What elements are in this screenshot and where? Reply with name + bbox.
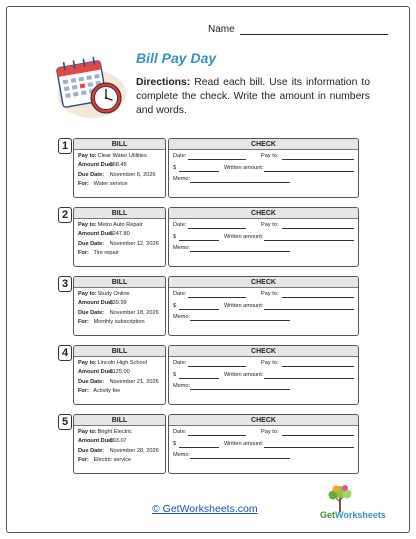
check-pay-to-field[interactable] <box>282 159 354 160</box>
bill-pay-to: Bright Electric <box>97 429 133 435</box>
bill-block-2 <box>58 207 359 267</box>
bill-card <box>73 414 166 474</box>
bill-header: BILL <box>74 277 165 288</box>
memo-label: Memo: <box>173 314 191 321</box>
amount-due-label: Amount Due: <box>78 300 114 307</box>
check-pay-to-label: Pay to: <box>261 291 279 297</box>
written-amount-field[interactable] <box>264 447 354 448</box>
bill-for: Water service <box>93 180 128 187</box>
for-label: For: <box>78 456 89 463</box>
check-pay-to-label: Pay to: <box>261 153 279 159</box>
dollar-label: $ <box>173 164 177 171</box>
bill-pay-to: Study Online <box>97 291 130 297</box>
bill-card <box>73 276 166 336</box>
bill-due-date: November 28, 2026 <box>109 447 159 454</box>
memo-field[interactable] <box>190 458 290 459</box>
bill-pay-to: Lincoln High School <box>97 360 148 366</box>
bill-amount-due: $247.80 <box>109 231 130 238</box>
bill-pay-to: Clear Water Utilities <box>97 153 147 159</box>
memo-field[interactable] <box>190 389 290 390</box>
bill-for: Tire repair <box>93 249 119 256</box>
bill-block-5 <box>58 414 359 474</box>
bill-amount-due: $125.00 <box>109 369 130 376</box>
check-card <box>168 345 359 405</box>
bill-for: Electric service <box>93 456 132 463</box>
check-header: CHECK <box>169 346 358 357</box>
bill-due-date: November 21, 2026 <box>109 378 159 385</box>
bill-number: 3 <box>58 276 72 292</box>
bill-block-4 <box>58 345 359 405</box>
bill-card <box>73 138 166 198</box>
dollar-label: $ <box>173 302 177 309</box>
bill-card <box>73 207 166 267</box>
memo-label: Memo: <box>173 245 191 252</box>
for-label: For: <box>78 318 89 325</box>
memo-field[interactable] <box>190 251 290 252</box>
date-field[interactable] <box>188 159 246 160</box>
written-amount-label: Written amount: <box>224 302 264 309</box>
for-label: For: <box>78 387 89 394</box>
dollar-label: $ <box>173 371 177 378</box>
written-amount-label: Written amount: <box>224 164 264 171</box>
directions-label: Directions: <box>136 77 191 88</box>
amount-due-label: Amount Due: <box>78 438 114 445</box>
bill-header: BILL <box>74 415 165 426</box>
check-card <box>168 138 359 198</box>
tree-icon <box>306 484 404 512</box>
calendar-clock-icon <box>52 54 128 120</box>
written-amount-label: Written amount: <box>224 233 264 240</box>
bill-due-date: November 12, 2026 <box>109 240 159 247</box>
amount-due-label: Amount Due: <box>78 162 114 169</box>
date-label: Date: <box>173 291 187 297</box>
directions <box>136 76 370 117</box>
bill-block-1 <box>58 138 359 198</box>
bill-header: BILL <box>74 208 165 219</box>
check-header: CHECK <box>169 277 358 288</box>
bill-for: Activity fee <box>93 387 121 394</box>
dollar-label: $ <box>173 233 177 240</box>
memo-label: Memo: <box>173 176 191 183</box>
for-label: For: <box>78 249 89 256</box>
bill-due-date: November 18, 2026 <box>109 309 159 316</box>
name-label: Name <box>208 24 235 35</box>
written-amount-field[interactable] <box>264 240 354 241</box>
bill-amount-due: $93.07 <box>109 438 127 445</box>
date-label: Date: <box>173 429 187 435</box>
check-pay-to-label: Pay to: <box>261 429 279 435</box>
date-field[interactable] <box>188 297 246 298</box>
directions-text: Read each bill. Use its information to complete the check. Write the amount in numbers and words. <box>136 77 370 116</box>
check-pay-to-field[interactable] <box>282 366 354 367</box>
pay-to-label: Pay to: <box>78 222 97 228</box>
check-pay-to-label: Pay to: <box>261 360 279 366</box>
written-amount-field[interactable] <box>264 171 354 172</box>
amount-number-field[interactable] <box>179 240 219 241</box>
memo-label: Memo: <box>173 383 191 390</box>
bill-header: BILL <box>74 139 165 150</box>
due-date-label: Due Date: <box>78 378 105 385</box>
bill-card <box>73 345 166 405</box>
logo-worksheets: Worksheets <box>335 510 386 520</box>
bill-amount-due: $68.45 <box>109 162 127 169</box>
date-field[interactable] <box>188 228 246 229</box>
pay-to-label: Pay to: <box>78 429 97 435</box>
date-label: Date: <box>173 153 187 159</box>
check-card <box>168 276 359 336</box>
amount-number-field[interactable] <box>179 309 219 310</box>
pay-to-label: Pay to: <box>78 153 97 159</box>
date-label: Date: <box>173 222 187 228</box>
dollar-label: $ <box>173 440 177 447</box>
bill-header: BILL <box>74 346 165 357</box>
amount-due-label: Amount Due: <box>78 231 114 238</box>
check-header: CHECK <box>169 208 358 219</box>
due-date-label: Due Date: <box>78 309 105 316</box>
logo-get: Get <box>320 510 336 520</box>
written-amount-label: Written amount: <box>224 440 264 447</box>
check-pay-to-label: Pay to: <box>261 222 279 228</box>
bill-due-date: November 6, 2026 <box>109 171 156 178</box>
bill-pay-to: Metro Auto Repair <box>97 222 143 228</box>
date-label: Date: <box>173 360 187 366</box>
date-field[interactable] <box>188 366 246 367</box>
amount-number-field[interactable] <box>179 171 219 172</box>
written-amount-label: Written amount: <box>224 371 264 378</box>
check-pay-to-field[interactable] <box>282 435 354 436</box>
due-date-label: Due Date: <box>78 447 105 454</box>
bill-for: Monthly subscription <box>93 318 145 325</box>
bill-block-3 <box>58 276 359 336</box>
worksheet-title: Bill Pay Day <box>136 50 217 66</box>
memo-field[interactable] <box>190 182 290 183</box>
written-amount-field[interactable] <box>264 309 354 310</box>
bill-number: 2 <box>58 207 72 223</box>
amount-number-field[interactable] <box>179 447 219 448</box>
check-pay-to-field[interactable] <box>282 297 354 298</box>
check-pay-to-field[interactable] <box>282 228 354 229</box>
due-date-label: Due Date: <box>78 240 105 247</box>
memo-field[interactable] <box>190 320 290 321</box>
check-card <box>168 207 359 267</box>
amount-due-label: Amount Due: <box>78 369 114 376</box>
bill-number: 5 <box>58 414 72 430</box>
bill-number: 4 <box>58 345 72 361</box>
name-line[interactable] <box>240 25 388 35</box>
bill-number: 1 <box>58 138 72 154</box>
for-label: For: <box>78 180 89 187</box>
pay-to-label: Pay to: <box>78 291 97 297</box>
memo-label: Memo: <box>173 452 191 459</box>
date-field[interactable] <box>188 435 246 436</box>
name-row <box>208 24 388 35</box>
bill-amount-due: $39.99 <box>109 300 127 307</box>
due-date-label: Due Date: <box>78 171 105 178</box>
check-header: CHECK <box>169 139 358 150</box>
getworksheets-logo <box>306 484 404 524</box>
amount-number-field[interactable] <box>179 378 219 379</box>
check-header: CHECK <box>169 415 358 426</box>
written-amount-field[interactable] <box>264 378 354 379</box>
footer-copyright-link[interactable]: © GetWorksheets.com <box>152 503 258 515</box>
check-card <box>168 414 359 474</box>
pay-to-label: Pay to: <box>78 360 97 366</box>
